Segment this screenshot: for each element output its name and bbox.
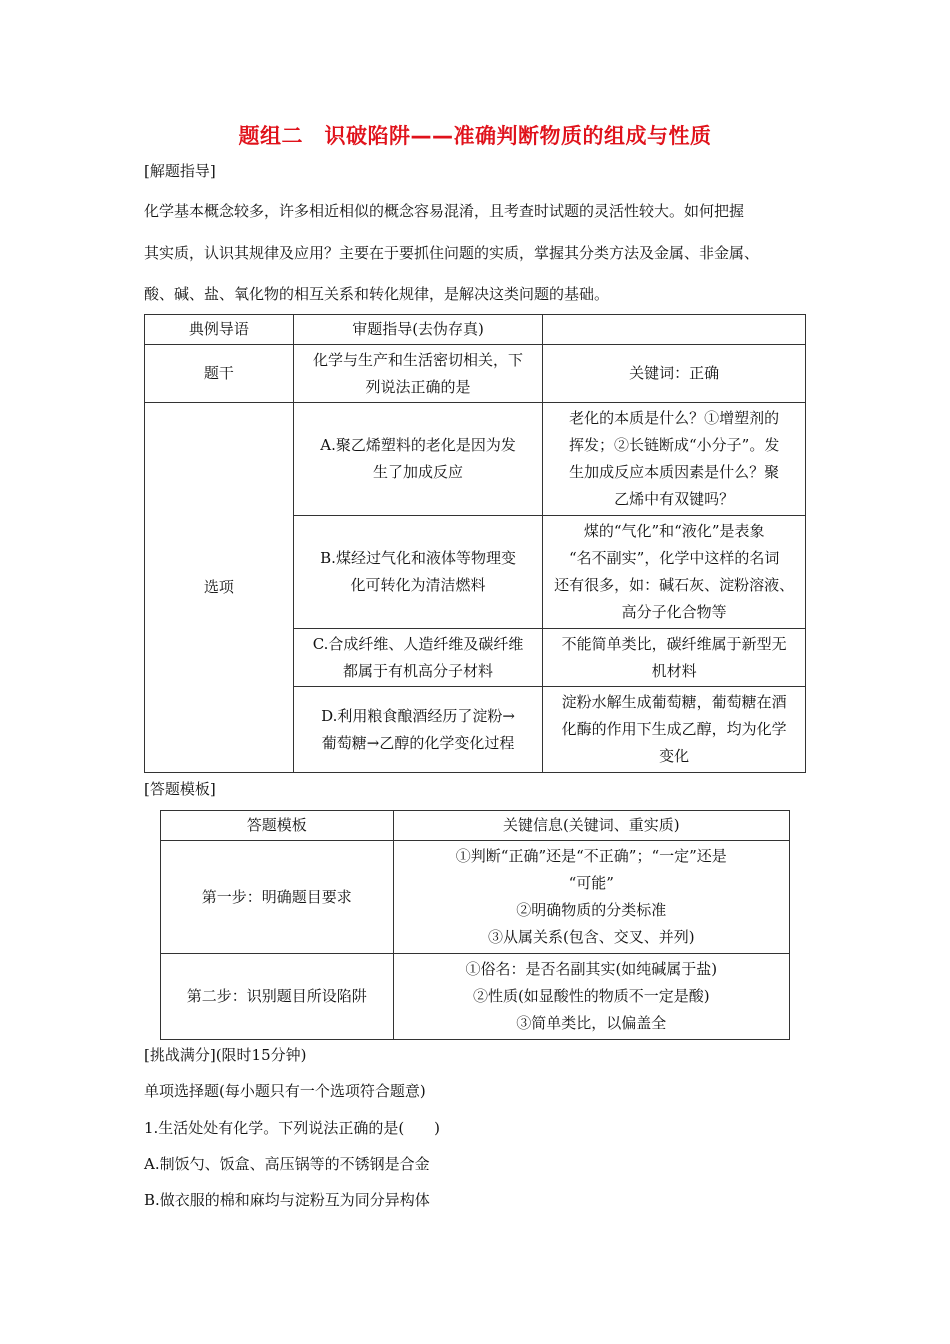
step-info: ①判断“正确”还是“不正确”；“一定”还是 “可能” ②明确物质的分类标准 ③从属关系(包含、交叉、并列) bbox=[393, 841, 789, 954]
step-info: ①俗名：是否名副其实(如纯碱属于盐) ②性质(如显酸性的物质不一定是酸) ③简单类比，以偏盖全 bbox=[393, 954, 789, 1040]
step-label: 第一步：明确题目要求 bbox=[161, 841, 394, 954]
option-text: C.合成纤维、人造纤维及碳纤维 都属于有机高分子材料 bbox=[293, 629, 543, 687]
header-cell: 关键信息(关键词、重实质) bbox=[393, 811, 789, 841]
template-table bbox=[160, 810, 790, 1040]
stem-text: 化学与生产和生活密切相关，下 列说法正确的是 bbox=[293, 345, 543, 403]
template-row-step1 bbox=[161, 841, 790, 954]
page-title: 题组二 识破陷阱——准确判断物质的组成与性质 bbox=[238, 124, 712, 148]
question-option-a: A.制饭勺、饭盒、高压锅等的不锈钢是合金 bbox=[144, 1155, 430, 1173]
question-stem: 1.生活处处有化学。下列说法正确的是( ) bbox=[144, 1119, 441, 1137]
option-analysis: 淀粉水解生成葡萄糖，葡萄糖在酒 化酶的作用下生成乙醇，均为化学 变化 bbox=[543, 687, 806, 773]
section-title: 单项选择题(每小题只有一个选项符合题意) bbox=[144, 1082, 426, 1100]
guide-line-2: 其实质，认识其规律及应用？主要在于要抓住问题的实质，掌握其分类方法及金属、非金属、 bbox=[144, 244, 760, 262]
header-cell: 答题模板 bbox=[161, 811, 394, 841]
example-table bbox=[144, 314, 806, 773]
header-cell: 审题指导(去伪存真) bbox=[293, 315, 543, 345]
guide-line-1: 化学基本概念较多，许多相近相似的概念容易混淆，且考查时试题的灵活性较大。如何把握 bbox=[144, 202, 745, 220]
stem-key: 关键词：正确 bbox=[543, 345, 806, 403]
guide-line-3: 酸、碱、盐、氧化物的相互关系和转化规律，是解决这类问题的基础。 bbox=[144, 285, 610, 303]
option-text: D.利用粮食酿酒经历了淀粉→ 葡萄糖→乙醇的化学变化过程 bbox=[293, 687, 543, 773]
header-cell: 典例导语 bbox=[145, 315, 294, 345]
option-text: A.聚乙烯塑料的老化是因为发 生了加成反应 bbox=[293, 403, 543, 516]
header-cell bbox=[543, 315, 806, 345]
question-option-b: B.做衣服的棉和麻均与淀粉互为同分异构体 bbox=[144, 1191, 430, 1209]
template-table-header-row bbox=[161, 811, 790, 841]
guide-header: [解题指导] bbox=[144, 162, 216, 180]
stem-row bbox=[145, 345, 806, 403]
option-analysis: 煤的“气化”和“液化”是表象 “名不副实”，化学中这样的名词 还有很多，如：碱石灰、淀粉溶液、 高分子化合物等 bbox=[543, 516, 806, 629]
stem-label: 题干 bbox=[145, 345, 294, 403]
template-row-step2 bbox=[161, 954, 790, 1040]
template-header: [答题模板] bbox=[144, 780, 216, 798]
options-label: 选项 bbox=[145, 403, 294, 773]
option-row-a bbox=[145, 403, 806, 516]
challenge-header: [挑战满分](限时15分钟) bbox=[144, 1046, 307, 1064]
option-analysis: 老化的本质是什么？①增塑剂的 挥发；②长链断成“小分子”。发 生加成反应本质因素是什么？聚 乙烯中有双键吗？ bbox=[543, 403, 806, 516]
option-text: B.煤经过气化和液体等物理变 化可转化为清洁燃料 bbox=[293, 516, 543, 629]
step-label: 第二步：识别题目所设陷阱 bbox=[161, 954, 394, 1040]
example-table-header-row bbox=[145, 315, 806, 345]
option-analysis: 不能简单类比，碳纤维属于新型无 机材料 bbox=[543, 629, 806, 687]
